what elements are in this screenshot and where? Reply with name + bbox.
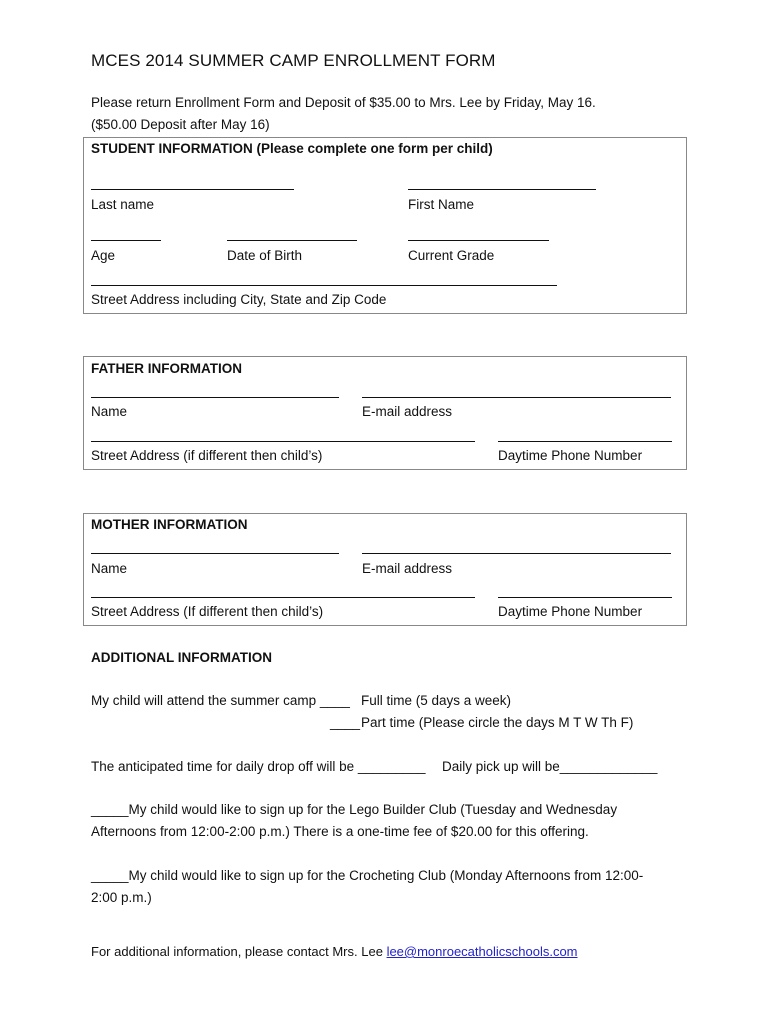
mother-email-label: E-mail address bbox=[362, 561, 453, 576]
first-name-label: First Name bbox=[408, 197, 475, 212]
part-time-blank[interactable]: ____ bbox=[330, 715, 361, 730]
student-heading: STUDENT INFORMATION (Please complete one form per child) bbox=[91, 141, 493, 156]
full-time-option: Full time (5 days a week) bbox=[361, 693, 512, 708]
footer-contact bbox=[91, 944, 578, 959]
mother-heading: MOTHER INFORMATION bbox=[91, 517, 248, 532]
part-time-option: Part time (Please circle the days M T W Th F) bbox=[361, 715, 634, 730]
mother-phone-label: Daytime Phone Number bbox=[498, 604, 643, 619]
age-label: Age bbox=[91, 248, 116, 263]
mother-phone-field[interactable] bbox=[498, 597, 672, 598]
lego-club-details: Afternoons from 12:00-2:00 p.m.) There is a one-time fee of $20.00 for this offering. bbox=[91, 824, 589, 839]
contact-email-link[interactable]: lee@monroecatholicschools.com bbox=[386, 944, 578, 959]
intro-line-2: ($50.00 Deposit after May 16) bbox=[91, 117, 270, 132]
footer-contact-text: For additional information, please contact Mrs. Lee bbox=[91, 944, 383, 959]
date-of-birth-label: Date of Birth bbox=[227, 248, 303, 263]
lego-club-signup[interactable]: _____My child would like to sign up for the Lego Builder Club (Tuesday and Wednesday bbox=[91, 802, 618, 817]
current-grade-field[interactable] bbox=[408, 240, 549, 241]
intro-line-1: Please return Enrollment Form and Deposit of $35.00 to Mrs. Lee by Friday, May 16. bbox=[91, 95, 596, 110]
first-name-field[interactable] bbox=[408, 189, 596, 190]
date-of-birth-field[interactable] bbox=[227, 240, 357, 241]
dropoff-time-field[interactable]: The anticipated time for daily drop off will be _________ bbox=[91, 759, 426, 774]
current-grade-label: Current Grade bbox=[408, 248, 495, 263]
mother-address-label: Street Address (If different then child’s) bbox=[91, 604, 324, 619]
attend-prefix[interactable]: My child will attend the summer camp ____ bbox=[91, 693, 350, 708]
father-name-label: Name bbox=[91, 404, 128, 419]
pickup-time-field[interactable]: Daily pick up will be_____________ bbox=[442, 759, 658, 774]
mother-name-field[interactable] bbox=[91, 553, 339, 554]
age-field[interactable] bbox=[91, 240, 161, 241]
student-information-box bbox=[83, 137, 687, 314]
father-phone-field[interactable] bbox=[498, 441, 672, 442]
father-email-field[interactable] bbox=[362, 397, 671, 398]
crocheting-club-details: 2:00 p.m.) bbox=[91, 890, 152, 905]
mother-name-label: Name bbox=[91, 561, 128, 576]
father-heading: FATHER INFORMATION bbox=[91, 361, 242, 376]
last-name-field[interactable] bbox=[91, 189, 294, 190]
mother-address-field[interactable] bbox=[91, 597, 475, 598]
mother-email-field[interactable] bbox=[362, 553, 671, 554]
student-address-label: Street Address including City, State and Zip Code bbox=[91, 292, 387, 307]
last-name-label: Last name bbox=[91, 197, 155, 212]
father-email-label: E-mail address bbox=[362, 404, 453, 419]
student-address-field[interactable] bbox=[91, 285, 557, 286]
father-phone-label: Daytime Phone Number bbox=[498, 448, 643, 463]
crocheting-club-signup[interactable]: _____My child would like to sign up for the Crocheting Club (Monday Afternoons from 12:00- bbox=[91, 868, 644, 883]
father-address-field[interactable] bbox=[91, 441, 475, 442]
father-address-label: Street Address (if different then child’s) bbox=[91, 448, 323, 463]
additional-heading: ADDITIONAL INFORMATION bbox=[91, 650, 272, 665]
form-title: MCES 2014 SUMMER CAMP ENROLLMENT FORM bbox=[91, 51, 496, 70]
father-name-field[interactable] bbox=[91, 397, 339, 398]
